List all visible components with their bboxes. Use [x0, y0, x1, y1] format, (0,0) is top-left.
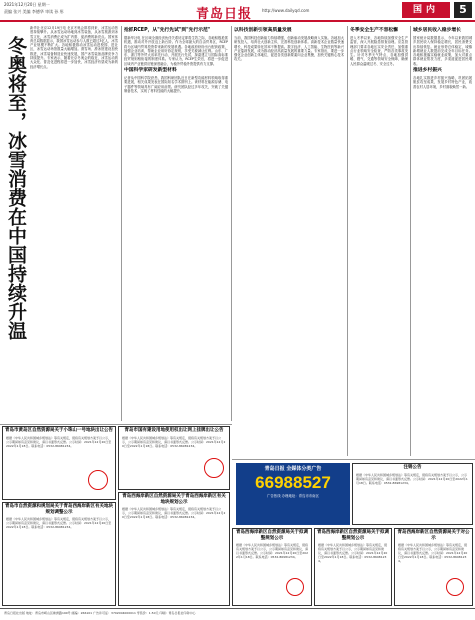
- article-2-text-b: 记者从中国科学院获悉，我国科研团队近日在新型功能材料领域取得重要进展，相关成果发表在国际知名学术期刊上。该材料在能源存储、电子器件等领域具有广阔应用前景。研究团队经过多年攻关，突破了关键制备技术，实现了材料性能的大幅提升。: [124, 76, 228, 93]
- article-5-subtitle-b: 推进乡村振兴: [413, 68, 442, 74]
- ad-footer: 广告热线 办理地址：青岛市市南区: [267, 494, 319, 498]
- official-seal: [446, 578, 464, 596]
- ad-phone-number: 66988527: [255, 473, 331, 492]
- article-2-subtitle-b: 中国科学家研发新型材料: [124, 68, 177, 74]
- article-4-text: 进入冬季以来，各地持续加强安全生产监管，深入开展隐患排查治理。应急管理部门要求各地压实安全责任，加强重点行业领域安全检查，严防各类事故发生。针对冬季天气特点，各地加强供暖、燃气、交通等领域安全保障，确保人民群众温暖过冬、安全过冬。: [350, 36, 408, 66]
- article-column-3: [234, 26, 344, 456]
- column-divider: [121, 26, 122, 421]
- article-2-subtitle: 抢抓RCEP，从"先行先试"到"先行示范": [124, 28, 211, 33]
- website-url: http://www.dailyqd.com: [262, 8, 310, 13]
- notice-8-title: 青岛西海岸新区自然资源局关于对公示: [397, 530, 470, 541]
- official-seal: [204, 458, 224, 478]
- article-5-text: 国家统计局数据显示，今年以来我国城乡居民收入保持稳定增长，居民消费支出持续恢复。就业形势总体稳定，城镇新增就业人数提前完成全年目标任务。各地积极落实稳就业政策，加大对重点群体就业帮扶力度，多渠道促进居民增收。: [413, 36, 472, 66]
- main-headline: 冬奥将至，冰雪消费在中国持续升温: [5, 36, 27, 340]
- public-notice-5: [118, 492, 230, 606]
- notice-1-body: 根据《中华人民共和国城乡规划法》等有关规定，现将有关规划方案予以公示，公示期间如有意见和建议，请以书面形式反馈。公示时间：2021年12月20日至2022年1月18日。联系电话：0532-86981234。: [6, 435, 112, 448]
- notice-5-title: 青岛西海岸新区自然资源局关于青岛西海岸新区有关地块规划公示: [122, 494, 226, 505]
- lead-article: [30, 26, 118, 421]
- article-4-subtitle: 冬季安全生产不容松懈: [350, 28, 398, 33]
- masthead: [0, 0, 475, 22]
- public-notice-2: [2, 502, 116, 606]
- notice-5-body: 根据《中华人民共和国城乡规划法》等有关规定，现将有关规划方案予以公示，公示期间如有意见和建议，请以书面形式反馈。公示时间：2021年12月20日至2022年1月18日。联系电话：0532-86981234。: [122, 507, 226, 520]
- column-divider: [410, 26, 411, 456]
- ad-header: 青岛日报 全媒体分类广告: [264, 466, 322, 472]
- column-divider: [347, 26, 348, 456]
- section-label: 国内: [402, 2, 450, 18]
- official-seal: [88, 470, 108, 490]
- issue-date: 2021年12月20日 星期一: [4, 2, 50, 7]
- notice-3-title: 青岛市国有建设用地使用权出让网上挂牌出让公告: [124, 428, 224, 433]
- lead-article-text: 新华社北京12月19日电 北京冬奥会即将到来，冰雪运动热度持续攀升。从冰雪运动场地到冰雪装备，从冰雪旅游到冰雪文化，冰雪消费正成为扩内需、促消费的新亮点。国家体育总局数据显示，我国冰雪运动参与人数已超过3亿人，冰雪产业规模不断扩大。各地积极推动冰雪运动进校园、进社区，冰雪运动场馆数量大幅增加。滑雪场、滑冰馆建设加快推进，冰雪装备制造业快速发展，国产冰雪装备品牌竞争力持续提升。专家表示，随着北京冬奥会的临近，冰雪运动的大众化、普及化进程将进一步加快，冰雪经济有望成为新的经济增长点。: [30, 26, 118, 69]
- public-notice-4: [352, 463, 473, 525]
- article-3-text: 当前，我国科技创新能力持续增强，创新驱动发展战略深入实施。各地加大研发投入，培育壮大创新主体，完善科技创新体系。高新技术企业数量快速增长，科技成果转化效率不断提高。数字经济、人工智能、生物医药等新兴产业蓬勃发展，成为推动经济高质量发展的重要力量。专家指出，要进一步强化企业创新主体地位，促进各类创新要素向企业集聚，加快关键核心技术攻关。: [234, 36, 344, 62]
- notice-4-body: 根据《中华人民共和国城乡规划法》等有关规定，现将有关规划方案予以公示，公示期间如有意见和建议，请以书面形式反馈。公示时间：2021年12月20日至2022年1月18日。联系电话：0532-86981234。: [356, 472, 468, 485]
- column-divider: [231, 26, 232, 421]
- notice-7-body: 根据《中华人民共和国城乡规划法》等有关规定，现将有关规划方案予以公示，公示期间如有意见和建议，请以书面形式反馈。公示时间：2021年12月20日至2022年1月18日。联系电话：0532-86981234。: [318, 543, 388, 564]
- notice-6-title: 青岛西海岸新区自然资源局关于拟调整规划公示: [236, 530, 308, 541]
- article-column-4: [350, 26, 408, 456]
- classified-ad: [236, 463, 350, 525]
- article-5-subtitle: 城乡居民收入稳步增长: [413, 28, 461, 33]
- official-seal: [286, 578, 304, 596]
- article-5-text-b: 各地扎实推进乡村振兴战略，巩固拓展脱贫攻坚成果，发展乡村特色产业，改善农村人居环境，乡村面貌焕然一新。: [413, 76, 472, 89]
- notice-8-body: 根据《中华人民共和国城乡规划法》等有关规定，现将有关规划方案予以公示，公示期间如有意见和建议，请以书面形式反馈。公示时间：2021年12月20日至2022年1月18日。联系电话：0532-86981234。: [398, 543, 468, 564]
- editor-line: 责编 张兴 美编 李德华 审读 孙 彤: [4, 9, 64, 14]
- section-divider: [0, 424, 232, 425]
- public-notice-8: [394, 528, 473, 606]
- article-column-5: [413, 26, 472, 456]
- article-2-text: 据新华社电 在区域全面经济伙伴关系协定即将生效之际，各地积极抢抓机遇，推动对外开放迈上新台阶。作为全球最大的自由贸易区，RCEP将为区域内贸易投资带来新的发展机遇。各地政府纷纷出台配套政策，加强企业培训，帮助企业用好协定规则，享受关税减让红利。山东、广东、浙江等外贸大省率先行动，开展先行先试，探索建立与国际高标准经贸规则相衔接的制度体系。专家认为，RCEP生效后，将进一步促进区域内产业链供应链深度融合，为稳外贸稳外资提供有力支撑。: [124, 36, 228, 66]
- notice-3-body: 根据《中华人民共和国城乡规划法》等有关规定，现将有关规划方案予以公示，公示期间如有意见和建议，请以书面形式反馈。公示时间：2021年12月20日至2022年1月18日。联系电话：0532-86981234。: [122, 435, 226, 448]
- notice-2-title: 青岛市自然资源和规划局关于青岛西海岸新区有关地块规划调整公示: [5, 504, 113, 515]
- notice-1-title: 青岛市黄岛区自然资源局关于小珠山一号地块出让公告: [5, 428, 113, 433]
- public-notice-7: [314, 528, 392, 606]
- article-3-subtitle: 以科技创新引领高质量发展: [234, 28, 292, 33]
- notice-4-title: 注销公告: [403, 465, 422, 470]
- page-number: 5: [454, 2, 472, 18]
- notice-7-title: 青岛西海岸新区自然资源局关于拟调整规划公示: [317, 530, 389, 541]
- notice-2-body: 根据《中华人民共和国城乡规划法》等有关规定，现将有关规划方案予以公示，公示期间如有意见和建议，请以书面形式反馈。公示时间：2021年12月20日至2022年1月18日。联系电话：0532-86981234。: [6, 517, 112, 530]
- publisher-footer: 青岛日报社出版 地址：青岛市崂山区株洲路190号 邮编：266101 广告许可证：3702004000011 零售价：1.50元 印刷：青岛日报社印务中心: [0, 608, 475, 620]
- notice-6-body: 根据《中华人民共和国城乡规划法》等有关规定，现将有关规划方案予以公示，公示期间如有意见和建议，请以书面形式反馈。公示时间：2021年12月20日至2022年1月18日。联系电话：0532-86981234。: [236, 543, 309, 560]
- article-column-2: [124, 26, 228, 421]
- newspaper-logo: 青岛日报: [196, 7, 253, 22]
- section-divider: [232, 459, 475, 460]
